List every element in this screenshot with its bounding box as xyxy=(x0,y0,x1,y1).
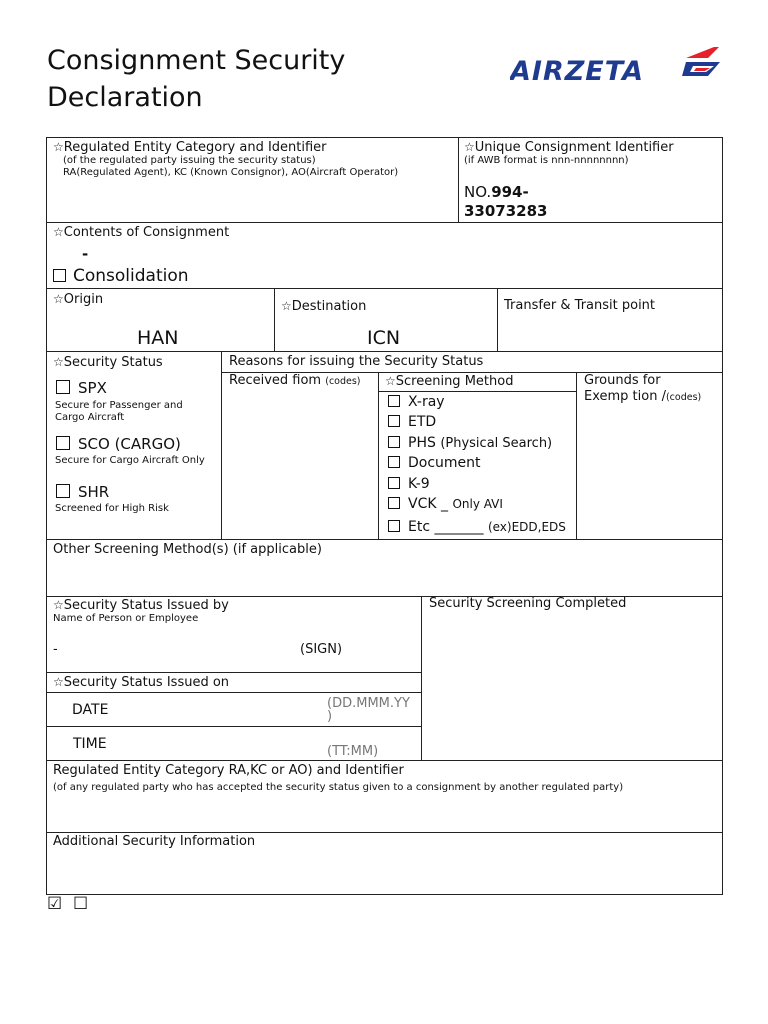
destination-value[interactable]: ICN xyxy=(367,327,401,349)
star-icon: ☆ xyxy=(281,299,292,313)
checkbox-icon xyxy=(56,436,70,450)
regulated-entity-label: ☆Regulated Entity Category and Identifier xyxy=(53,140,327,155)
k9-checkbox[interactable]: K-9 xyxy=(388,475,430,493)
regulated-accepting-label: Regulated Entity Category RA,KC or AO) and Identifier xyxy=(53,763,404,778)
sign-label: (SIGN) xyxy=(300,642,343,657)
time-label: TIME xyxy=(73,736,107,752)
spx-desc-2: Cargo Aircraft xyxy=(55,412,125,423)
regulated-accepting-sub: (of any regulated party who has accepted the security status given to a consignment by another regulated party) xyxy=(53,782,624,793)
title-line-1: Consignment Security xyxy=(47,45,346,76)
star-icon: ☆ xyxy=(464,140,475,154)
screening-completed-label: Security Screening Completed xyxy=(429,596,627,611)
contents-label: ☆Contents of Consignment xyxy=(53,225,230,240)
issued-by-value[interactable]: - xyxy=(53,642,58,657)
screening-method-label: ☆Screening Method xyxy=(385,374,514,389)
star-icon: ☆ xyxy=(53,140,64,154)
checkbox-icon xyxy=(388,497,400,509)
security-status-label: ☆Security Status xyxy=(53,355,163,370)
page-title xyxy=(47,42,345,116)
star-icon: ☆ xyxy=(53,598,64,612)
consolidation-checkbox[interactable]: Consolidation xyxy=(53,264,189,288)
checkbox-icon xyxy=(53,269,66,282)
etd-checkbox[interactable]: ETD xyxy=(388,413,436,431)
issued-on-label: ☆Security Status Issued on xyxy=(53,675,230,690)
spx-checkbox[interactable]: SPX xyxy=(56,379,107,397)
origin-label: ☆Origin xyxy=(53,292,104,307)
etc-checkbox[interactable]: Etc _______ (ex)EDD,EDS xyxy=(388,518,566,536)
uci-value[interactable]: NO.994- xyxy=(464,183,529,201)
brand-arrow-icon xyxy=(682,47,720,76)
date-format-1: (DD.MMM.YY xyxy=(327,696,410,711)
time-format: (TT:MM) xyxy=(327,744,379,759)
star-icon: ☆ xyxy=(385,374,396,388)
uci-sub: (if AWB format is nnn-nnnnnnnn) xyxy=(464,155,629,166)
origin-value[interactable]: HAN xyxy=(137,327,179,349)
title-line-2: Declaration xyxy=(47,82,203,113)
checkbox-icon xyxy=(388,395,400,407)
shr-desc: Screened for High Risk xyxy=(55,503,169,514)
additional-info-label: Additional Security Information xyxy=(53,834,256,849)
grounds-label-2: Exemp tion /(codes) xyxy=(584,389,702,404)
checkbox-icon xyxy=(388,520,400,532)
checkbox-icon xyxy=(388,436,400,448)
spx-desc-1: Secure for Passenger and xyxy=(55,400,183,411)
checkbox-icon xyxy=(388,477,400,489)
regulated-entity-sub2: RA(Regulated Agent), KC (Known Consignor), AO(Aircraft Operator) xyxy=(63,167,399,178)
received-from-label: Received fiom (codes) xyxy=(229,373,361,388)
sco-desc: Secure for Cargo Aircraft Only xyxy=(55,455,205,466)
star-icon: ☆ xyxy=(53,225,64,239)
vck-checkbox[interactable]: VCK _ Only AVI xyxy=(388,495,503,513)
transfer-label: Transfer & Transit point xyxy=(504,298,656,313)
checkbox-icon xyxy=(56,380,70,394)
date-label: DATE xyxy=(72,702,109,718)
sco-checkbox[interactable]: SCO (CARGO) xyxy=(56,435,181,453)
brand-text: AIRZETA xyxy=(510,56,644,86)
uci-value-line2: 33073283 xyxy=(464,202,548,220)
bottom-checked-checkbox[interactable]: ☑ xyxy=(47,894,63,914)
destination-label: ☆Destination xyxy=(281,299,367,314)
checkbox-icon xyxy=(388,415,400,427)
star-icon: ☆ xyxy=(53,355,64,369)
contents-value[interactable]: - xyxy=(82,245,89,263)
checkbox-icon xyxy=(56,484,70,498)
issued-by-sub: Name of Person or Employee xyxy=(53,613,199,624)
shr-checkbox[interactable]: SHR xyxy=(56,483,109,501)
issued-by-label: ☆Security Status Issued by xyxy=(53,598,229,613)
uci-label: ☆Unique Consignment Identifier xyxy=(464,140,674,155)
checkbox-icon xyxy=(388,456,400,468)
date-format-2: ) xyxy=(327,709,333,724)
grounds-label-1: Grounds for xyxy=(584,373,661,388)
other-screening-label: Other Screening Method(s) (if applicable) xyxy=(53,542,322,557)
document-checkbox[interactable]: Document xyxy=(388,454,481,472)
star-icon: ☆ xyxy=(53,292,64,306)
airzeta-logo xyxy=(510,44,722,86)
regulated-entity-sub1: (of the regulated party issuing the security status) xyxy=(63,155,316,166)
star-icon: ☆ xyxy=(53,675,64,689)
phs-checkbox[interactable]: PHS (Physical Search) xyxy=(388,434,552,453)
reasons-label: Reasons for issuing the Security Status xyxy=(229,354,484,369)
bottom-unchecked-checkbox[interactable]: ☐ xyxy=(73,894,89,914)
xray-checkbox[interactable]: X-ray xyxy=(388,393,445,411)
